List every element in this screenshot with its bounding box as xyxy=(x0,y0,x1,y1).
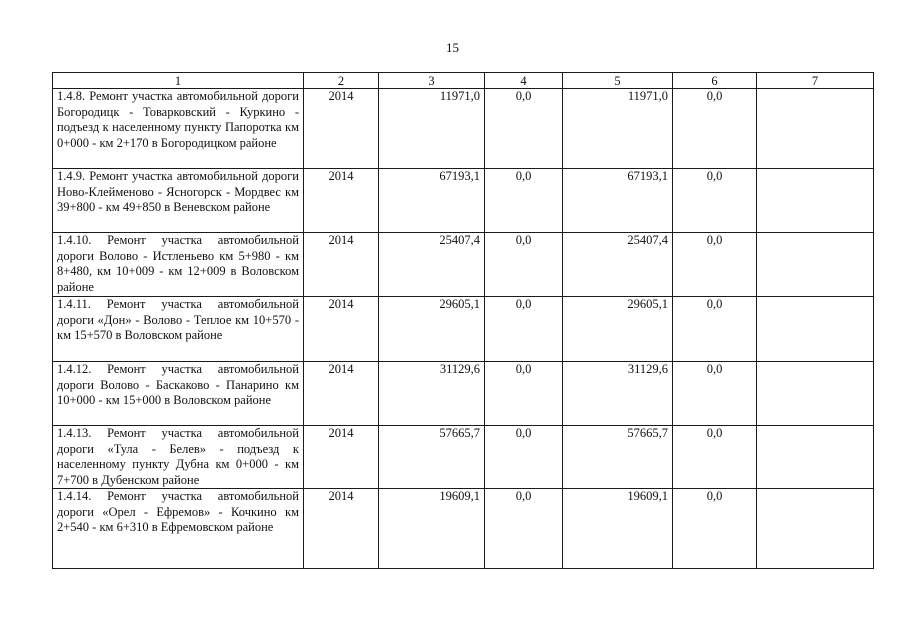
row-col4-value: 0,0 xyxy=(485,426,563,489)
table-row xyxy=(53,426,874,489)
row-year: 2014 xyxy=(304,169,379,233)
column-header-1: 1 xyxy=(53,73,304,89)
row-col5-value: 19609,1 xyxy=(563,489,673,569)
row-col5-value: 57665,7 xyxy=(563,426,673,489)
row-year: 2014 xyxy=(304,426,379,489)
row-col7-value xyxy=(757,169,874,233)
row-year: 2014 xyxy=(304,297,379,362)
row-col3-value: 57665,7 xyxy=(379,426,485,489)
row-year: 2014 xyxy=(304,489,379,569)
row-col6-value: 0,0 xyxy=(673,233,757,297)
table-row xyxy=(53,169,874,233)
row-col3-value: 67193,1 xyxy=(379,169,485,233)
table-row xyxy=(53,233,874,297)
row-col6-value: 0,0 xyxy=(673,89,757,169)
row-col5-value: 29605,1 xyxy=(563,297,673,362)
row-col4-value: 0,0 xyxy=(485,169,563,233)
row-description: 1.4.13. Ремонт участка автомобильной дороги «Тула - Белев» - подъезд к населенному пункту Дубна км 0+000 - км 7+700 в Дубенском районе xyxy=(53,426,304,489)
row-description: 1.4.14. Ремонт участка автомобильной дороги «Орел - Ефремов» - Кочкино км 2+540 - км 6+310 в Ефремовском районе xyxy=(53,489,304,569)
row-col6-value: 0,0 xyxy=(673,362,757,426)
row-col4-value: 0,0 xyxy=(485,362,563,426)
row-col3-value: 25407,4 xyxy=(379,233,485,297)
row-year: 2014 xyxy=(304,89,379,169)
table-row xyxy=(53,297,874,362)
row-col7-value xyxy=(757,89,874,169)
row-col3-value: 11971,0 xyxy=(379,89,485,169)
column-header-3: 3 xyxy=(379,73,485,89)
row-col6-value: 0,0 xyxy=(673,426,757,489)
table-row xyxy=(53,89,874,169)
budget-table xyxy=(52,72,874,569)
row-col5-value: 11971,0 xyxy=(563,89,673,169)
row-col7-value xyxy=(757,426,874,489)
row-col5-value: 31129,6 xyxy=(563,362,673,426)
row-description: 1.4.12. Ремонт участка автомобильной дороги Волово - Баскаково - Панарино км 10+000 - км 15+000 в Воловском районе xyxy=(53,362,304,426)
column-header-2: 2 xyxy=(304,73,379,89)
row-col7-value xyxy=(757,233,874,297)
row-col3-value: 19609,1 xyxy=(379,489,485,569)
table-row xyxy=(53,489,874,569)
row-col5-value: 25407,4 xyxy=(563,233,673,297)
row-col7-value xyxy=(757,489,874,569)
row-year: 2014 xyxy=(304,233,379,297)
row-col6-value: 0,0 xyxy=(673,297,757,362)
row-description: 1.4.11. Ремонт участка автомобильной дороги «Дон» - Волово - Теплое км 10+570 - км 15+570 в Воловском районе xyxy=(53,297,304,362)
column-header-4: 4 xyxy=(485,73,563,89)
row-col4-value: 0,0 xyxy=(485,489,563,569)
row-col6-value: 0,0 xyxy=(673,169,757,233)
row-col3-value: 31129,6 xyxy=(379,362,485,426)
row-col4-value: 0,0 xyxy=(485,233,563,297)
table-row xyxy=(53,362,874,426)
column-header-5: 5 xyxy=(563,73,673,89)
row-description: 1.4.9. Ремонт участка автомобильной дороги Ново-Клейменово - Ясногорск - Мордвес км 39+800 - км 49+850 в Веневском районе xyxy=(53,169,304,233)
row-description: 1.4.10. Ремонт участка автомобильной дороги Волово - Истленьево км 5+980 - км 8+480, км 10+009 - км 12+009 в Воловском районе xyxy=(53,233,304,297)
row-col4-value: 0,0 xyxy=(485,297,563,362)
column-header-7: 7 xyxy=(757,73,874,89)
row-col7-value xyxy=(757,297,874,362)
row-col6-value: 0,0 xyxy=(673,489,757,569)
row-year: 2014 xyxy=(304,362,379,426)
row-col3-value: 29605,1 xyxy=(379,297,485,362)
row-description: 1.4.8. Ремонт участка автомобильной дороги Богородицк - Товарковский - Куркино - подъезд к населенному пункту Папоротка км 0+000 - км 2+170 в Богородицком районе xyxy=(53,89,304,169)
page-number: 15 xyxy=(446,40,459,55)
row-col5-value: 67193,1 xyxy=(563,169,673,233)
row-col7-value xyxy=(757,362,874,426)
column-header-6: 6 xyxy=(673,73,757,89)
table-header-row xyxy=(53,73,874,89)
row-col4-value: 0,0 xyxy=(485,89,563,169)
